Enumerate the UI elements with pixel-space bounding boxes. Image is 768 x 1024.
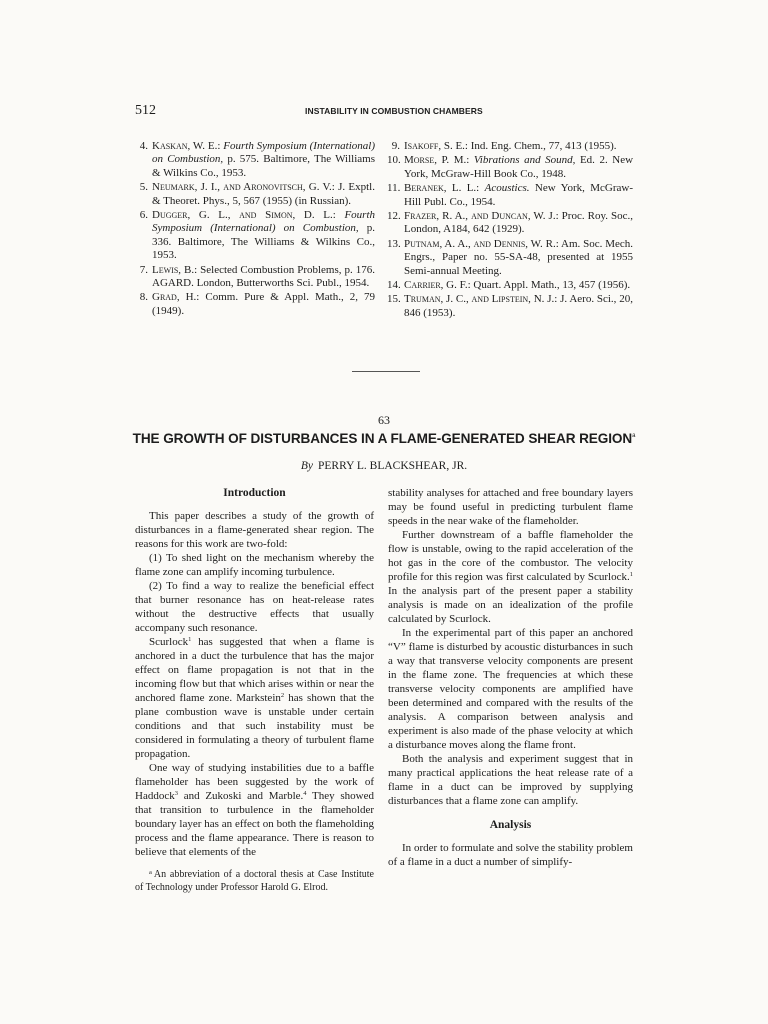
reference-author: Beranek, L. L.: — [404, 182, 480, 195]
paper-title — [0, 431, 768, 446]
reference-entry — [387, 279, 633, 292]
reference-entry — [387, 182, 633, 209]
reference-author: Grad, H.: — [152, 291, 200, 304]
reference-entry — [387, 154, 633, 181]
reference-author: Morse, P. M.: — [404, 154, 470, 167]
reference-details: Ind. Eng. Chem., 77, 413 (1955). — [470, 140, 617, 152]
body-left-column — [135, 486, 374, 894]
reference-details: J. Aero. Sci., 20, 846 (1953). — [404, 293, 633, 319]
reference-author: Putnam, A. A., and Dennis, W. R.: — [404, 237, 559, 250]
reference-text — [152, 181, 375, 208]
introduction-heading: Introduction — [223, 487, 286, 499]
reference-text — [152, 209, 375, 263]
reference-details: Proc. Roy. Soc., London, A184, 642 (1929). — [404, 210, 634, 236]
reference-text — [404, 140, 633, 153]
reference-author: Neumark, J. I., and Aronovitsch, G. V.: — [152, 181, 335, 194]
reference-details: New York, McGraw-Hill Publ. Co., 1954. — [404, 182, 633, 208]
reference-entry — [387, 210, 633, 237]
section-divider — [352, 371, 420, 372]
reference-author: Lewis, B.: — [152, 263, 198, 276]
reference-number: 7. — [139, 263, 148, 276]
reference-details: J. Exptl. & Theoret. Phys., 5, 567 (1955) (in Russian). — [152, 181, 375, 207]
reference-text — [152, 291, 375, 318]
reference-number: 13. — [387, 237, 401, 250]
footnote-text: An abbreviation of a doctoral thesis at Case Institute of Technology under Professor Harold G. Elrod. — [135, 869, 374, 893]
footnote — [135, 867, 374, 894]
reference-number: 9. — [391, 140, 400, 152]
footnote-marker: a — [149, 869, 152, 876]
reference-author: Carrier, G. F.: — [404, 279, 471, 292]
reference-number: 6. — [139, 209, 148, 222]
page-number: 512 — [135, 103, 156, 118]
intro-paragraph-instabilities: One way of studying instabilities due to a baffle flameholder has been suggested by the work of Haddock$^3$ and Zukoski and Marble.$^4$ They showed that transition to turbulence in the flameholder boundary layer has an effect on both the flameholding process and the flame appearance. There is reason to believe that elements of the — [135, 762, 374, 858]
reference-details: Quart. Appl. Math., 13, 457 (1956). — [473, 279, 631, 292]
reference-number: 10. — [387, 154, 401, 167]
reference-number: 14. — [387, 279, 401, 292]
reference-number: 15. — [387, 293, 401, 306]
reference-details: Am. Soc. Mech. Engrs., Paper no. 55-SA-48, presented at 1955 Semi-annual Meeting. — [404, 237, 633, 277]
intro-item-2: (2) To find a way to realize the beneficial effect that burner resonance has on heat-release rates without the destructive effects that usually accompany such resonance. — [135, 580, 374, 634]
reference-entry — [387, 140, 633, 153]
reference-author: Isakoff, S. E.: — [404, 140, 468, 152]
reference-entry — [135, 264, 375, 291]
reference-number: 12. — [387, 210, 401, 223]
citation-ref: 4 — [303, 790, 307, 797]
reference-number: 11. — [387, 182, 401, 195]
body-right-column — [388, 486, 633, 869]
reference-entry — [387, 293, 633, 320]
title-footnote-marker: a — [632, 433, 636, 439]
reference-source-title: Vibrations and Sound, — [473, 154, 576, 167]
reference-text — [404, 154, 633, 181]
reference-details: Selected Combustion Problems, p. 176. AGARD. London, Butterworths Sci. Publ., 1954. — [152, 263, 376, 290]
paper-title-text: THE GROWTH OF DISTURBANCES IN A FLAME-GENERATED SHEAR REGION — [132, 431, 633, 446]
intro-paragraph-scurlock: Scurlock$^1$ has suggested that when a flame is anchored in a duct the turbulence that has the major effect on flame propagation is not that in the incoming flow but that which arises within or near the anchored flame zone. Markstein$^2$ has shown that the plane combustion wave is unstable under certain conditions and that such instability must be considered in formulating a theory of turbulent flame propagation. — [135, 636, 374, 760]
reference-author: Truman, J. C., and Lipstein, N. J.: — [404, 293, 558, 306]
reference-author: Frazer, R. A., and Duncan, W. J.: — [404, 210, 559, 223]
intro-paragraph: This paper describes a study of the growth of disturbances in a flame-generated shear region. The reasons for this work are two-fold: — [135, 510, 374, 550]
reference-entry — [135, 291, 375, 318]
reference-details: p. 336. Baltimore, The Williams & Wilkins Co., 1953. — [152, 222, 375, 262]
reference-entry — [135, 140, 375, 180]
reference-text — [404, 182, 633, 209]
reference-details: Comm. Pure & Appl. Math., 2, 79 (1949). — [152, 291, 375, 317]
reference-text — [404, 210, 633, 237]
reference-number: 8. — [139, 291, 148, 304]
reference-author: Dugger, G. L., and Simon, D. L.: — [152, 209, 336, 222]
reference-author: Kaskan, W. E.: — [152, 140, 221, 152]
body-paragraph-experimental: In the experimental part of this paper an anchored “V” flame is disturbed by acoustic disturbances in such a way that transverse velocity components are present in the flame zone. The frequencies at which these transverse velocity components are amplified have been determined and compared with the results of the analysis. A comparison between analysis and experiment is also made of the phase velocity at which a disturbance moves along the flame front. — [388, 627, 633, 751]
byline-prefix: By — [300, 460, 314, 472]
analysis-heading: Analysis — [489, 819, 532, 831]
intro-item-1: (1) To shed light on the mechanism whereby the flame zone can amplify incoming turbulence. — [135, 552, 374, 578]
reference-source-title: Acoustics. — [484, 182, 530, 195]
citation-ref: 3 — [174, 790, 178, 797]
reference-entry — [387, 238, 633, 278]
reference-text — [152, 140, 375, 180]
reference-text — [404, 279, 633, 292]
reference-text — [404, 238, 633, 278]
byline — [0, 460, 768, 472]
body-paragraph-downstream: Further downstream of a baffle flameholder the flow is unstable, owing to the rapid acceleration of the hot gas in the core of the combustor. The velocity profile for this region was first calculated by Scurlock.$^1$ In the analysis part of the present paper a stability analysis is made on an idealization of the profile calculated by Scurlock. — [388, 529, 633, 625]
references-right-column — [387, 140, 633, 321]
references-left-column — [135, 140, 375, 319]
body-paragraph-conclusion: Both the analysis and experiment suggest that in many practical applications the heat release rate of a flame in a duct can be improved by supplying disturbances that a flame zone can amplify. — [388, 753, 633, 807]
author-name: PERRY L. BLACKSHEAR, JR. — [318, 460, 468, 472]
running-head: INSTABILITY IN COMBUSTION CHAMBERS — [305, 106, 483, 116]
reference-source-title: Fourth Symposium (International) on Combustion, — [152, 209, 376, 235]
reference-details: p. 575. Baltimore, The Williams & Wilkins Co., 1953. — [152, 153, 375, 179]
citation-ref: 1 — [629, 571, 633, 578]
reference-text — [152, 264, 375, 291]
reference-details: Ed. 2. New York, McGraw-Hill Book Co., 1948. — [404, 154, 634, 180]
page-header — [135, 103, 635, 123]
citation-ref: 2 — [280, 692, 285, 699]
reference-text — [404, 293, 633, 320]
reference-entry — [135, 181, 375, 208]
paper-number: 63 — [378, 413, 390, 427]
reference-number: 5. — [139, 181, 148, 194]
citation-ref: 1 — [188, 636, 192, 643]
reference-number: 4. — [139, 140, 148, 152]
body-paragraph-continued: stability analyses for attached and free boundary layers may be found useful in predicting turbulent flame speeds in the near wake of the flameholder. — [388, 487, 633, 527]
reference-source-title: Fourth Symposium (International) on Combustion, — [152, 140, 376, 166]
analysis-paragraph: In order to formulate and solve the stability problem of a flame in a duct a number of simplify- — [388, 842, 633, 868]
reference-entry — [135, 209, 375, 263]
